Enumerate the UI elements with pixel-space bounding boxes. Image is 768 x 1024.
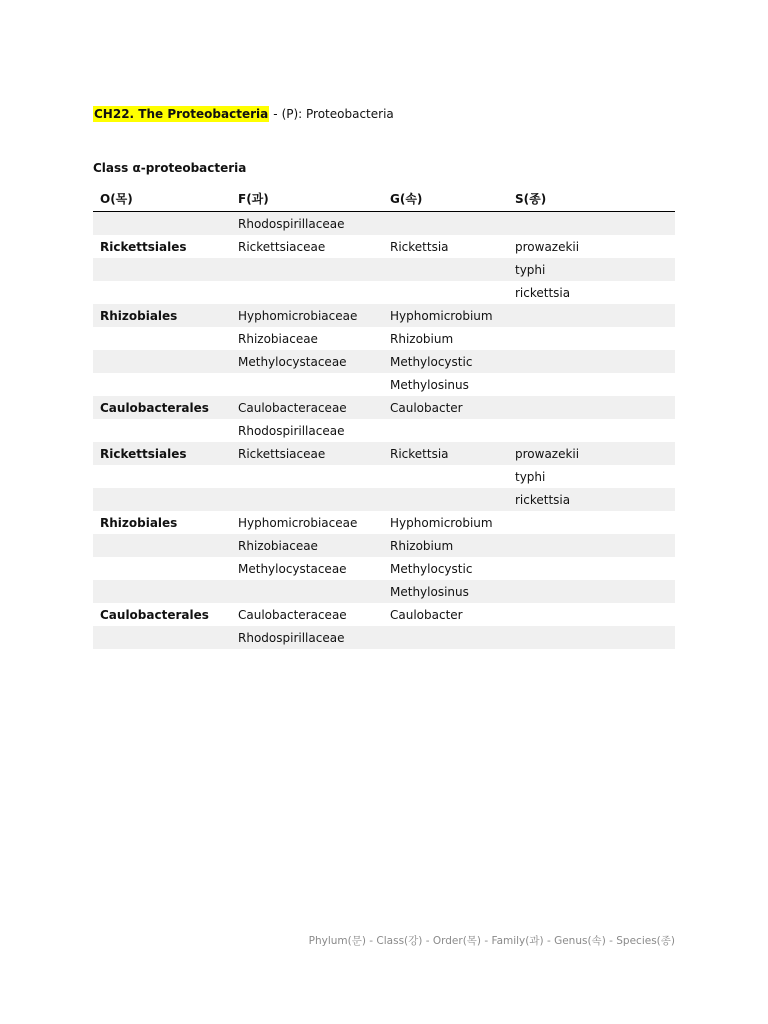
cell-genus: Caulobacter (390, 607, 463, 622)
cell-family: Hyphomicrobiaceae (238, 515, 358, 530)
table-row (93, 281, 675, 304)
table-row (93, 442, 675, 465)
cell-family: Rhizobiaceae (238, 538, 318, 553)
header-genus: G(속) (383, 186, 508, 212)
cell-species: rickettsia (515, 492, 571, 507)
table-row (93, 212, 675, 236)
cell-species (508, 396, 675, 419)
cell-order (93, 465, 231, 488)
header-species: S(종) (508, 186, 675, 212)
table-row (93, 626, 675, 649)
table-row (93, 465, 675, 488)
cell-order (93, 488, 231, 511)
cell-genus: Rhizobium (390, 538, 454, 553)
table-row (93, 557, 675, 580)
cell-species: rickettsia (515, 285, 571, 300)
cell-family: Rhizobiaceae (238, 331, 318, 346)
cell-order: Rickettsiales (100, 239, 187, 254)
cell-species (508, 419, 675, 442)
cell-family (231, 281, 383, 304)
cell-species (508, 212, 675, 236)
cell-family: Rhodospirillaceae (238, 423, 345, 438)
cell-family: Rhodospirillaceae (238, 216, 345, 231)
cell-family: Methylocystaceae (238, 354, 347, 369)
cell-genus: Caulobacter (390, 400, 463, 415)
cell-species (508, 534, 675, 557)
cell-genus (383, 212, 508, 236)
chapter-title: CH22. The Proteobacteria (94, 107, 269, 121)
cell-family: Caulobacteraceae (238, 400, 347, 415)
cell-order: Caulobacterales (100, 400, 209, 415)
cell-genus: Hyphomicrobium (390, 515, 493, 530)
cell-species (508, 327, 675, 350)
class-title: Class α-proteobacteria (93, 161, 247, 175)
cell-species: prowazekii (515, 446, 580, 461)
cell-species: prowazekii (515, 239, 580, 254)
cell-species (508, 304, 675, 327)
cell-species (508, 511, 675, 534)
cell-genus: Methylocystic (390, 561, 473, 576)
cell-species: typhi (515, 469, 546, 484)
table-row (93, 419, 675, 442)
cell-family: Rickettsiaceae (238, 446, 326, 461)
cell-species (508, 350, 675, 373)
cell-order (93, 626, 231, 649)
cell-species (508, 557, 675, 580)
table-row (93, 235, 675, 258)
table-body (93, 212, 675, 650)
cell-order (93, 327, 231, 350)
cell-species (508, 603, 675, 626)
heading-separator: - (273, 107, 278, 121)
cell-species: typhi (515, 262, 546, 277)
taxonomy-table (93, 186, 675, 649)
cell-order (93, 419, 231, 442)
cell-species (508, 626, 675, 649)
table-row (93, 580, 675, 603)
cell-genus: Rickettsia (390, 239, 449, 254)
cell-order (93, 258, 231, 281)
cell-genus (383, 258, 508, 281)
table-row (93, 396, 675, 419)
table-row (93, 373, 675, 396)
taxonomy-rank-footer: Phylum(문) - Class(강) - Order(목) - Family(과) - Genus(속) - Species(종) (308, 935, 675, 947)
cell-family: Rickettsiaceae (238, 239, 326, 254)
header-family: F(과) (231, 186, 383, 212)
cell-family: Rhodospirillaceae (238, 630, 345, 645)
table-row (93, 327, 675, 350)
table-header-row (93, 186, 675, 212)
cell-order (93, 212, 231, 236)
cell-order (93, 281, 231, 304)
cell-order: Rickettsiales (100, 446, 187, 461)
cell-genus: Methylocystic (390, 354, 473, 369)
cell-family: Hyphomicrobiaceae (238, 308, 358, 323)
cell-family (231, 465, 383, 488)
cell-genus (383, 626, 508, 649)
cell-genus: Hyphomicrobium (390, 308, 493, 323)
cell-order (93, 373, 231, 396)
cell-order: Rhizobiales (100, 515, 178, 530)
cell-order (93, 557, 231, 580)
cell-genus: Rhizobium (390, 331, 454, 346)
table-row (93, 258, 675, 281)
cell-species (508, 373, 675, 396)
table-row (93, 534, 675, 557)
table-row (93, 488, 675, 511)
table-row (93, 511, 675, 534)
cell-genus (383, 488, 508, 511)
cell-family (231, 580, 383, 603)
cell-family (231, 258, 383, 281)
cell-genus: Rickettsia (390, 446, 449, 461)
cell-species (508, 580, 675, 603)
cell-order (93, 350, 231, 373)
cell-family (231, 373, 383, 396)
cell-genus: Methylosinus (390, 584, 469, 599)
cell-genus (383, 419, 508, 442)
phylum-label: (P): Proteobacteria (281, 107, 394, 121)
cell-family: Caulobacteraceae (238, 607, 347, 622)
cell-order: Rhizobiales (100, 308, 178, 323)
cell-genus (383, 281, 508, 304)
chapter-heading (93, 105, 394, 123)
table-row (93, 603, 675, 626)
table-row (93, 350, 675, 373)
cell-order (93, 534, 231, 557)
cell-genus: Methylosinus (390, 377, 469, 392)
cell-family (231, 488, 383, 511)
cell-family: Methylocystaceae (238, 561, 347, 576)
header-order: O(목) (93, 186, 231, 212)
table-row (93, 304, 675, 327)
cell-genus (383, 465, 508, 488)
cell-order: Caulobacterales (100, 607, 209, 622)
cell-order (93, 580, 231, 603)
